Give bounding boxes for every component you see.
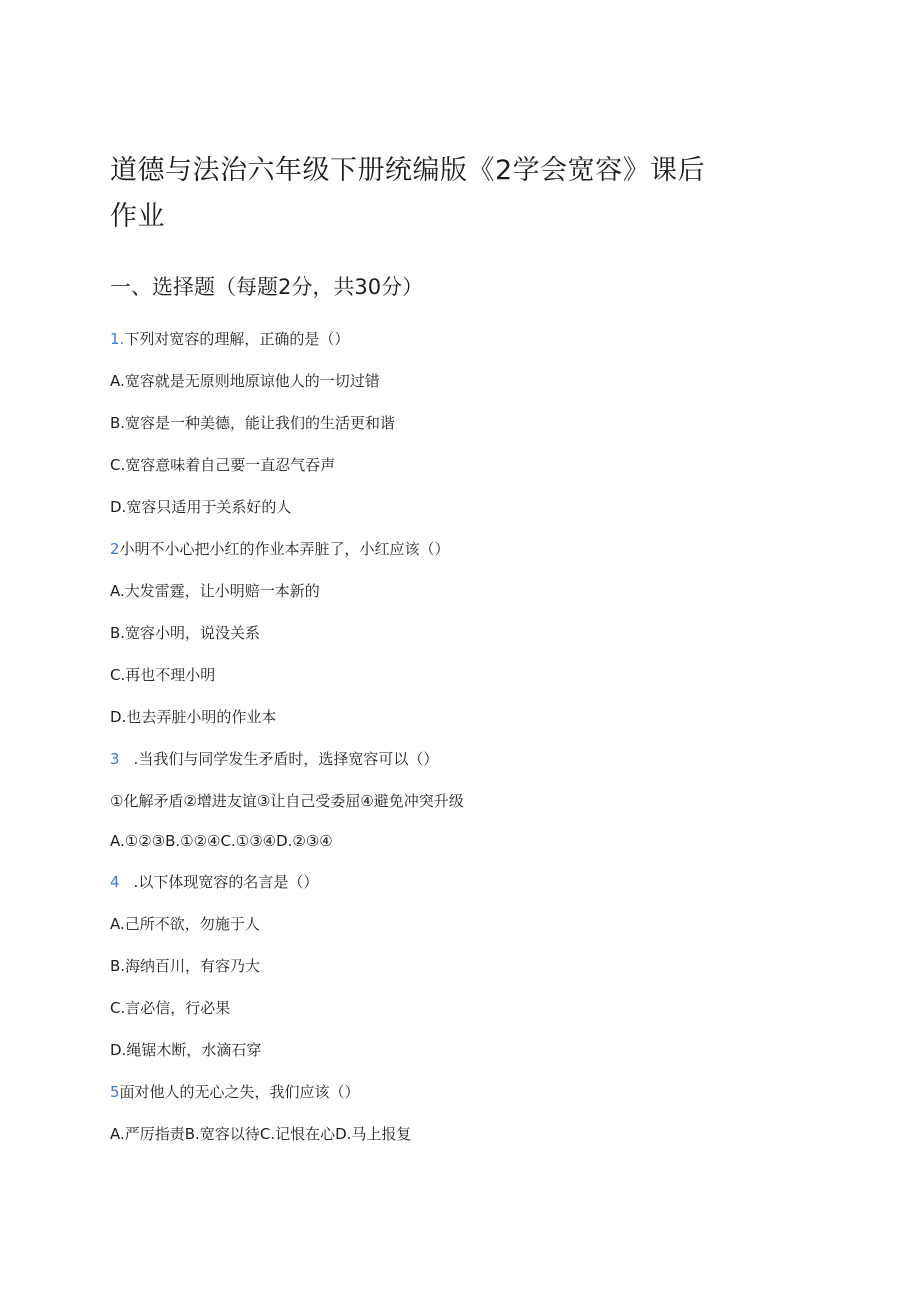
option-1b: B.宽容是一种美德，能让我们的生活更和谐 [110, 414, 396, 432]
question-3-stem [110, 748, 438, 770]
option-4b: B.海纳百川，有容乃大 [110, 957, 261, 975]
option-2d: D.也去弄脏小明的作业本 [110, 708, 277, 726]
question-3-items: ①化解矛盾②增进友谊③让自己受委屈④避免冲突升级 [110, 792, 464, 810]
question-text: 下列对宽容的理解，正确的是（） [124, 330, 350, 348]
question-5-stem [110, 1081, 360, 1103]
option-4c: C.言必信，行必果 [110, 999, 231, 1017]
document-title: 道德与法治六年级下册统编版《2学会宽容》课后作业 [110, 155, 706, 232]
question-number: 1. [110, 330, 125, 348]
question-2-stem [110, 538, 450, 560]
option-1c: C.宽容意味着自己要一直忍气吞声 [110, 456, 336, 474]
question-number: 5 [110, 1083, 120, 1101]
question-text: .以下体现宽容的名言是（） [133, 873, 319, 891]
question-4-stem [110, 871, 318, 893]
question-number: 2 [110, 540, 120, 558]
question-5-options: A.严厉指责B.宽容以待C.记恨在心D.马上报复 [110, 1125, 412, 1143]
option-4d: D.绳锯木断，水滴石穿 [110, 1041, 262, 1059]
question-text: .当我们与同学发生矛盾时，选择宽容可以（） [133, 750, 439, 768]
option-2c: C.再也不理小明 [110, 666, 216, 684]
question-3-options: A.①②③B.①②④C.①③④D.②③④ [110, 832, 333, 850]
option-2a: A.大发雷霆，让小明赔一本新的 [110, 582, 320, 600]
question-text: 小明不小心把小红的作业本弄脏了，小红应该（） [119, 540, 450, 558]
question-text: 面对他人的无心之失，我们应该（） [119, 1083, 360, 1101]
question-number: 3 [110, 750, 120, 768]
option-2b: B.宽容小明，说没关系 [110, 624, 261, 642]
option-1d: D.宽容只适用于关系好的人 [110, 498, 292, 516]
question-number: 4 [110, 873, 120, 891]
question-1-stem [110, 328, 349, 350]
option-4a: A.己所不欲，勿施于人 [110, 915, 260, 933]
section-heading: 一、选择题（每题2分，共30分） [110, 275, 424, 299]
option-1a: A.宽容就是无原则地原谅他人的一切过错 [110, 372, 380, 390]
